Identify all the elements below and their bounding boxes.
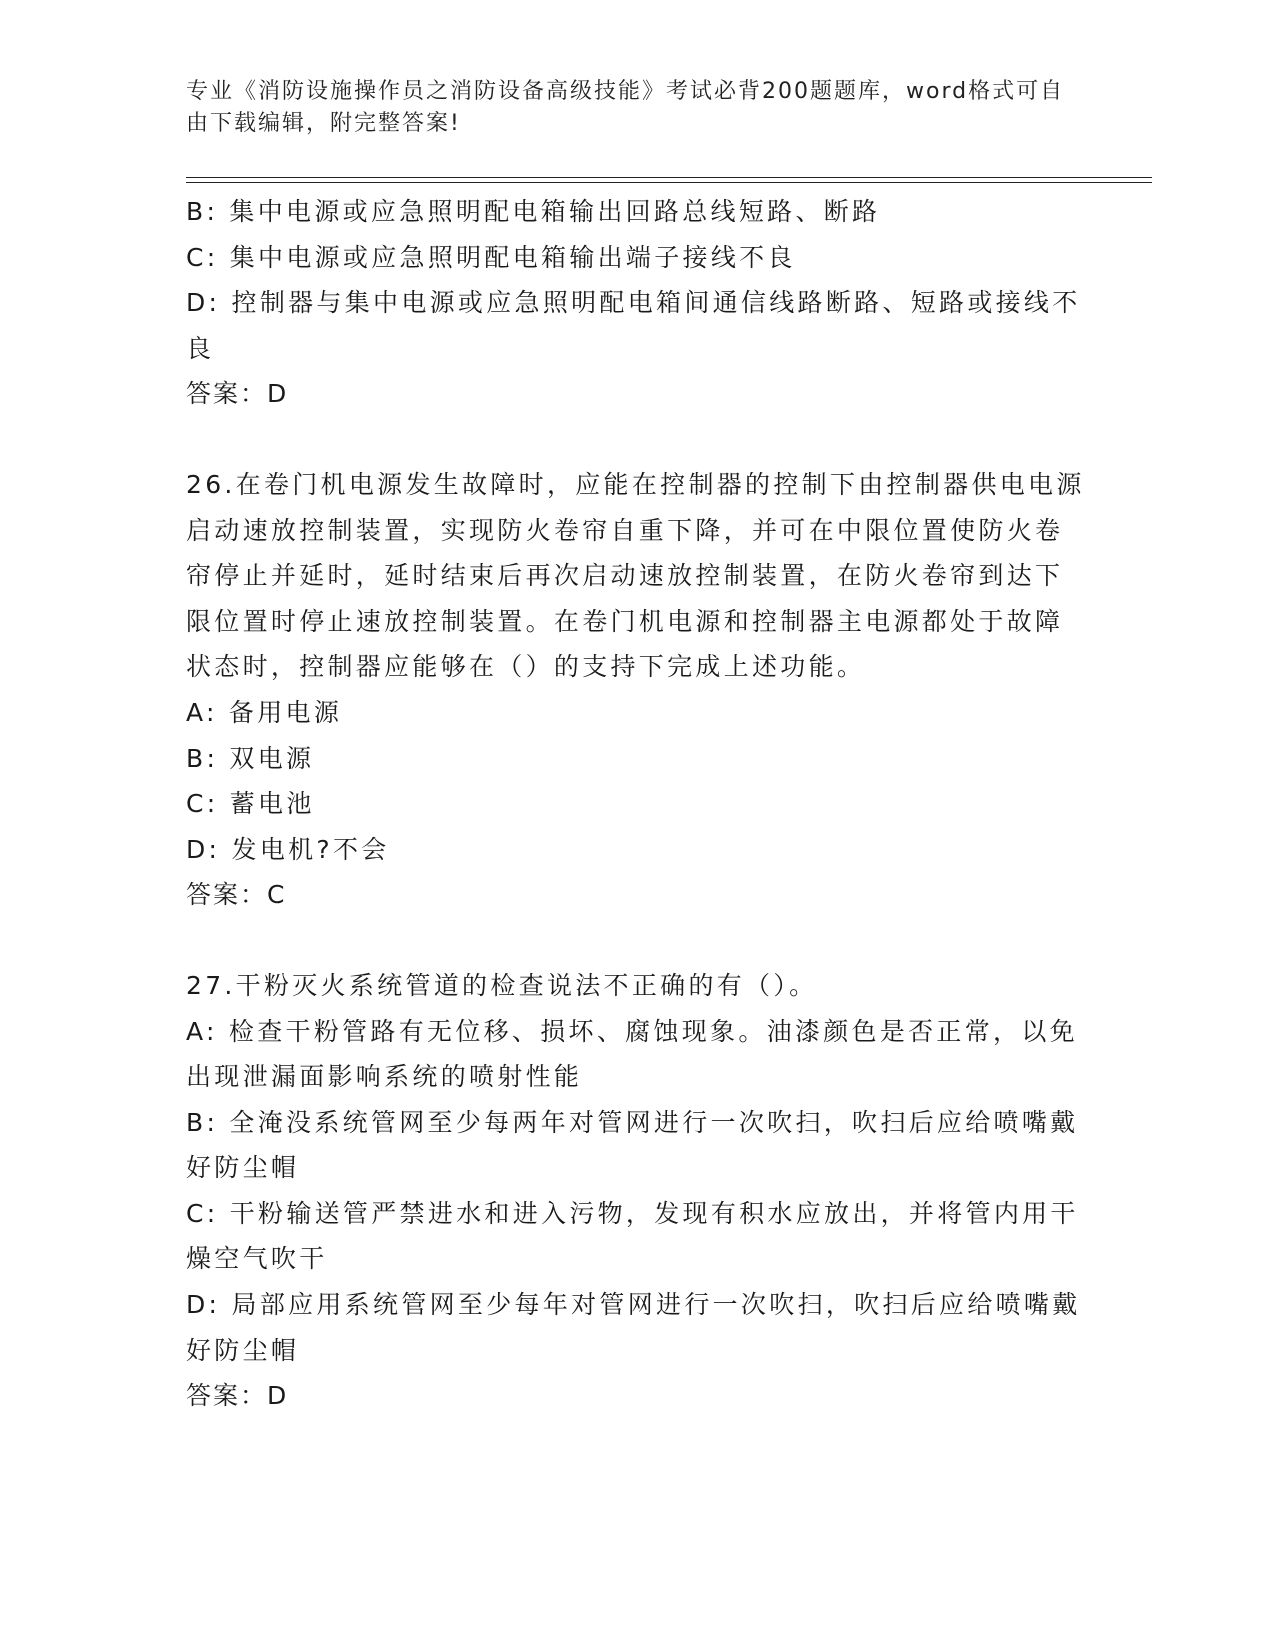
option-d: D: 发电机?不会 [186, 834, 390, 864]
spacer [186, 918, 1086, 963]
header-text: 专业《消防设施操作员之消防设备高级技能》考试必背200题题库，word格式可自由下载编辑，附完整答案! [186, 79, 1065, 136]
option-c: C: 蓄电池 [186, 789, 315, 819]
question-content [186, 189, 1086, 1419]
option-a: A: 备用电源 [186, 697, 343, 727]
option-c: C: 集中电源或应急照明配电箱输出端子接线不良 [186, 242, 796, 272]
answer: 答案：D [186, 1381, 289, 1411]
spacer [186, 417, 1086, 462]
question-text: 27.干粉灭火系统管道的检查说法不正确的有（）。 [186, 970, 818, 1000]
option-d: D: 局部应用系统管网至少每年对管网进行一次吹扫，吹扫后应给喷嘴戴好防尘帽 [186, 1290, 1081, 1365]
header-rule-bottom [186, 182, 1152, 183]
option-b: B: 双电源 [186, 743, 315, 773]
option-d: D: 控制器与集中电源或应急照明配电箱间通信线路断路、短路或接线不良 [186, 288, 1081, 363]
question-25-tail [186, 189, 1086, 417]
question-27 [186, 963, 1086, 1419]
header-rule-top [186, 177, 1152, 178]
answer: 答案：D [186, 379, 289, 409]
option-b: B: 集中电源或应急照明配电箱输出回路总线短路、断路 [186, 197, 881, 226]
option-b: B: 全淹没系统管网至少每两年对管网进行一次吹扫，吹扫后应给喷嘴戴好防尘帽 [186, 1107, 1079, 1183]
option-c: C: 干粉输送管严禁进水和进入污物，发现有积水应放出，并将管内用干燥空气吹干 [186, 1198, 1079, 1274]
question-26 [186, 462, 1086, 918]
page-header [186, 76, 1076, 140]
question-text: 26.在卷门机电源发生故障时，应能在控制器的控制下由控制器供电电源启动速放控制装置，实现防火卷帘自重下降，并可在中限位置使防火卷帘停止并延时，延时结束后再次启动速放控制装置，在防火卷帘到达下限位置时停止速放控制装置。在卷门机电源和控制器主电源都处于故障状态时，控制器应能够在（）的支持下完成上述功能。 [186, 469, 1085, 682]
answer: 答案：C [186, 880, 287, 910]
option-a: A: 检查干粉管路有无位移、损坏、腐蚀现象。油漆颜色是否正常，以免出现泄漏面影响系统的喷射性能 [186, 1016, 1078, 1092]
